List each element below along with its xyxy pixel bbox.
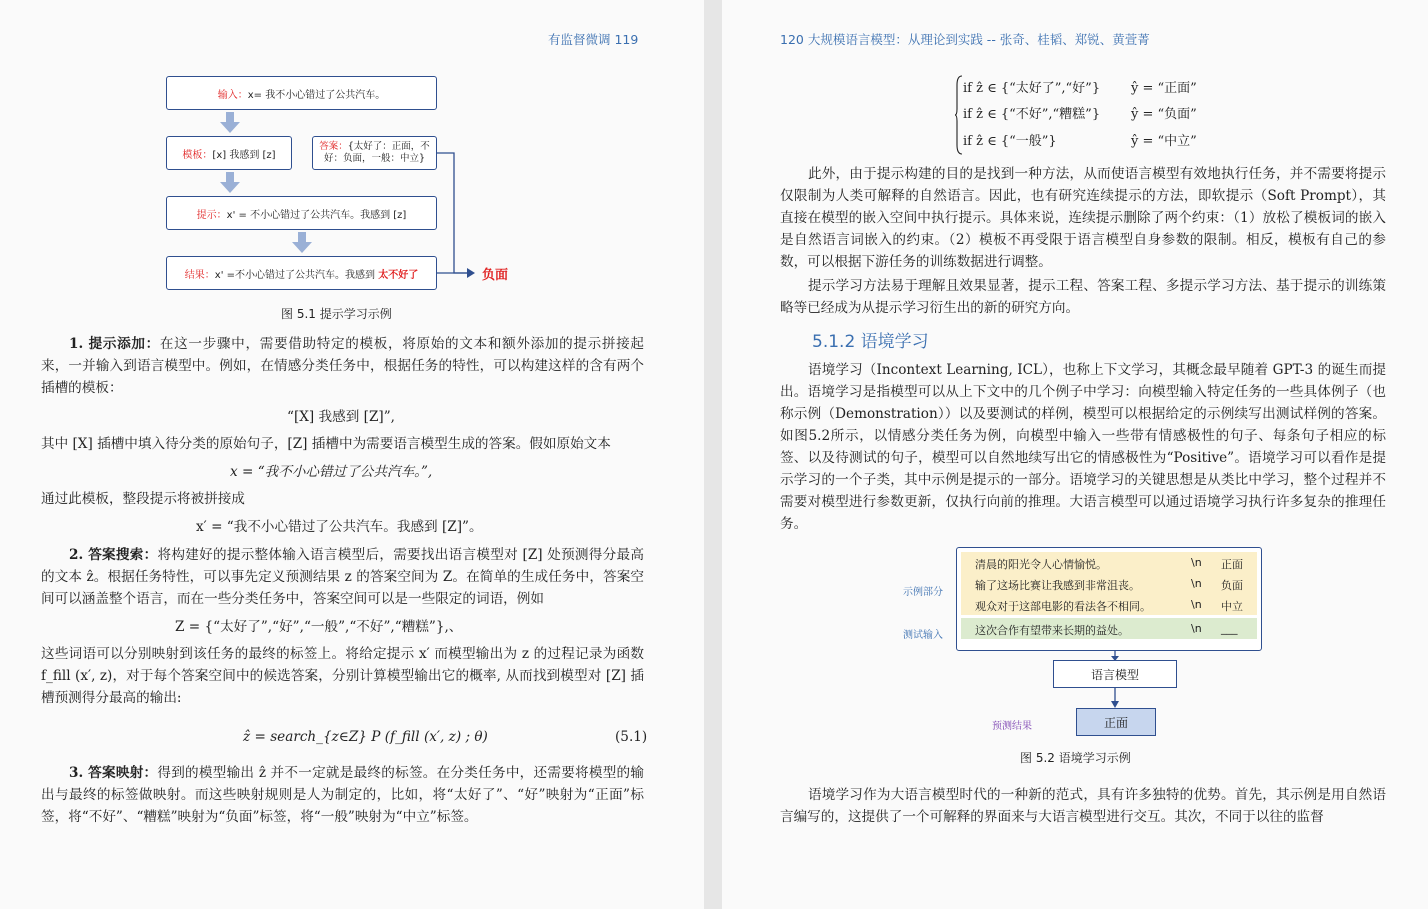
- step-heading: 2. 答案搜索：: [69, 547, 158, 563]
- icl-input-box: [956, 547, 1262, 651]
- row-label: 中立: [1221, 600, 1243, 613]
- row-text: 这次合作有望带来长期的益处。: [975, 624, 1129, 637]
- template-label: 模板：: [182, 149, 213, 161]
- result-label: 结果：: [184, 269, 215, 281]
- paragraph: [41, 762, 644, 828]
- answer-text: {太好了：正面，不好：负面，一般：中立}: [323, 141, 430, 164]
- equation-number: (5.1): [615, 729, 648, 745]
- result-text: x' =不小心错过了公共汽车。我感到: [214, 269, 376, 281]
- demo-row: [961, 552, 1257, 573]
- case-output: ŷ = “正面”: [1131, 81, 1197, 96]
- input-box: [166, 76, 437, 110]
- result-box: [166, 256, 437, 290]
- equation: x′ = “我不小心错过了公共汽车。我感到 [Z]”。: [196, 519, 483, 535]
- figure-caption: 图 5.2 语境学习示例: [1020, 751, 1131, 765]
- answer-label: 答案：: [319, 141, 348, 152]
- section-title: 5.1.2 语境学习: [812, 332, 929, 352]
- right-page: [722, 0, 1428, 909]
- arrow-down-icon: [291, 232, 313, 254]
- result-answer: 太不好了: [378, 269, 419, 281]
- demo-label: 示例部分: [903, 587, 943, 598]
- equation: Z = {“太好了”,“好”,“一般”,“不好”,“糟糕”},、: [175, 619, 463, 635]
- demo-row: [961, 573, 1257, 594]
- row-label: 正面: [1221, 558, 1243, 571]
- prediction-box: 正面: [1076, 708, 1156, 736]
- test-label: 测试输入: [903, 630, 943, 641]
- case-output: ŷ = “负面”: [1131, 107, 1197, 122]
- paragraph: [41, 333, 644, 399]
- language-model-box: 语言模型: [1053, 660, 1177, 688]
- paragraph: 语境学习作为大语言模型时代的一种新的范式，具有许多独特的优势。首先，其示例是用自然语言编写的，这提供了一个可解释的界面来与大语言模型进行交互。其次，不同于以往的监督: [780, 787, 1386, 825]
- row-text: 清晨的阳光令人心情愉悦。: [975, 558, 1107, 571]
- paragraph-text: 得到的模型输出 ẑ 并不一定就是最终的标签。在分类任务中，还需要将模型的输出与最终的标签做映射。而这些映射规则是人为制定的，比如，将“太好了”、“好”映射为“正面”标签，将“不好”、“糟糕”映射为“负面”标签，将“一般”映射为“中立”标签。: [41, 765, 644, 825]
- row-text: 观众对于这部电影的看法各不相同。: [975, 600, 1151, 613]
- case-condition: if ẑ ∈ {“一般”}: [963, 134, 1057, 149]
- equation: x = “我不小心错过了公共汽车。”,: [230, 464, 433, 480]
- paragraph: 这些词语可以分别映射到该任务的最终的标签上。将给定提示 x′ 而模型输出为 z 的过程记录为函数 f_fill (x′, z)，对于每个答案空间中的候选答案，分别计算模型输出它的概率, 从而找到模型对 [Z] 插槽预测得分最高的输出:: [41, 646, 644, 706]
- running-head-right: 120 大规模语言模型：从理论到实践 -- 张奇、桂韬、郑锐、黄萱菁: [780, 32, 1150, 47]
- equation: “[X] 我感到 [Z]”,: [287, 409, 395, 425]
- prompt-box: [166, 196, 437, 230]
- answer-box: [312, 136, 437, 170]
- paragraph: 提示学习方法易于理解且效果显著，提示工程、答案工程、多提示学习方法、基于提示的训练策略等已经成为从提示学习衍生出的新的研究方向。: [780, 278, 1386, 316]
- connector-line: [437, 150, 477, 280]
- case-condition: if ẑ ∈ {“不好”,“糟糕”}: [963, 107, 1101, 122]
- row-separator: \n: [1191, 622, 1202, 635]
- paragraph: 其中 [X] 插槽中填入待分类的原始句子，[Z] 插槽中为需要语言模型生成的答案。假如原始文本: [41, 436, 611, 452]
- row-label: ___: [1221, 622, 1238, 635]
- paragraph: [41, 544, 644, 610]
- row-separator: \n: [1191, 556, 1202, 569]
- left-page: [0, 0, 704, 909]
- input-text: x= 我不小心错过了公共汽车。: [247, 89, 386, 101]
- row-text: 输了这场比赛让我感到非常沮丧。: [975, 579, 1140, 592]
- row-separator: \n: [1191, 598, 1202, 611]
- case-output: ŷ = “中立”: [1131, 134, 1197, 149]
- paragraph: 语境学习（Incontext Learning, ICL），也称上下文学习，其概念最早随着 GPT-3 的诞生而提出。语境学习是指模型可以从上下文中的几个例子中学习：向模型输入特定任务的一些具体例子（也称示例（Demonstration））以及要测试的样例，模型可以根据给定的示例续写出测试样例的答案。如图5.2所示，以情感分类任务为例，向模型中输入一些带有情感极性的句子、每条句子相应的标签、以及待测试的句子，模型可以自然地续写出它的情感极性为“Positive”。语境学习可以看作是提示学习的一个子类，其中示例是提示的一部分。语境学习的关键思想是从类比中学习，整个过程并不需要对模型进行参数更新，仅执行向前的推理。大语言模型可以通过语境学习执行许多复杂的推理任务。: [780, 362, 1386, 532]
- prompt-label: 提示：: [196, 209, 227, 221]
- step-heading: 1. 提示添加：: [69, 336, 160, 352]
- case-equation: [955, 75, 1215, 155]
- arrow-down-icon: [219, 172, 241, 194]
- demo-row: [961, 594, 1257, 615]
- step-heading: 3. 答案映射：: [69, 765, 158, 781]
- left-brace-icon: [955, 75, 963, 155]
- final-label: 负面: [482, 268, 509, 283]
- input-label: 输入：: [217, 89, 248, 101]
- figure-caption: 图 5.1 提示学习示例: [281, 307, 392, 321]
- row-label: 负面: [1221, 579, 1243, 592]
- paragraph: 通过此模板，整段提示将被拼接成: [41, 491, 245, 507]
- arrow-down-icon: [219, 112, 241, 134]
- paragraph-text: 在这一步骤中，需要借助特定的模板，将原始的文本和额外添加的提示拼接起来，一并输入到语言模型中。例如，在情感分类任务中，根据任务的特性，可以构建这样的含有两个插槽的模板：: [41, 336, 644, 396]
- equation: ẑ = search_{z∈Z} P (f_fill (x′, z) ; θ): [243, 729, 488, 745]
- running-head-left: 有监督微调 119: [548, 32, 639, 47]
- template-text: [x] 我感到 [z]: [212, 149, 276, 161]
- prediction-label: 预测结果: [992, 721, 1032, 732]
- prompt-text: x' = 不小心错过了公共汽车。我感到 [z]: [226, 209, 407, 221]
- row-separator: \n: [1191, 577, 1202, 590]
- paragraph-text: 将构建好的提示整体输入语言模型后，需要找出语言模型对 [Z] 处预测得分最高的文本 ẑ。根据任务特性，可以事先定义预测结果 z 的答案空间为 Z。在简单的生成任务中，答案空间可以涵盖整个语言，而在一些分类任务中，答案空间可以是一些限定的词语，例如: [41, 547, 644, 607]
- paragraph: 此外，由于提示构建的目的是找到一种方法，从而使语言模型有效地执行任务，并不需要将提示仅限制为人类可解释的自然语言。因此，也有研究连续提示的方法，即软提示（Soft Prompt），其直接在模型的嵌入空间中执行提示。具体来说，连续提示删除了两个约束：（1）放松了模板词的嵌入是自然语言词嵌入的约束。（2）模板不再受限于语言模型自身参数的限制。相反，模板有自己的参数，可以根据下游任务的训练数据进行调整。: [780, 166, 1386, 270]
- arrow-down-icon: [1109, 688, 1121, 708]
- template-box: [166, 136, 292, 170]
- test-row: [961, 618, 1257, 639]
- page-gutter: [704, 0, 722, 909]
- case-condition: if ẑ ∈ {“太好了”,“好”}: [963, 81, 1101, 96]
